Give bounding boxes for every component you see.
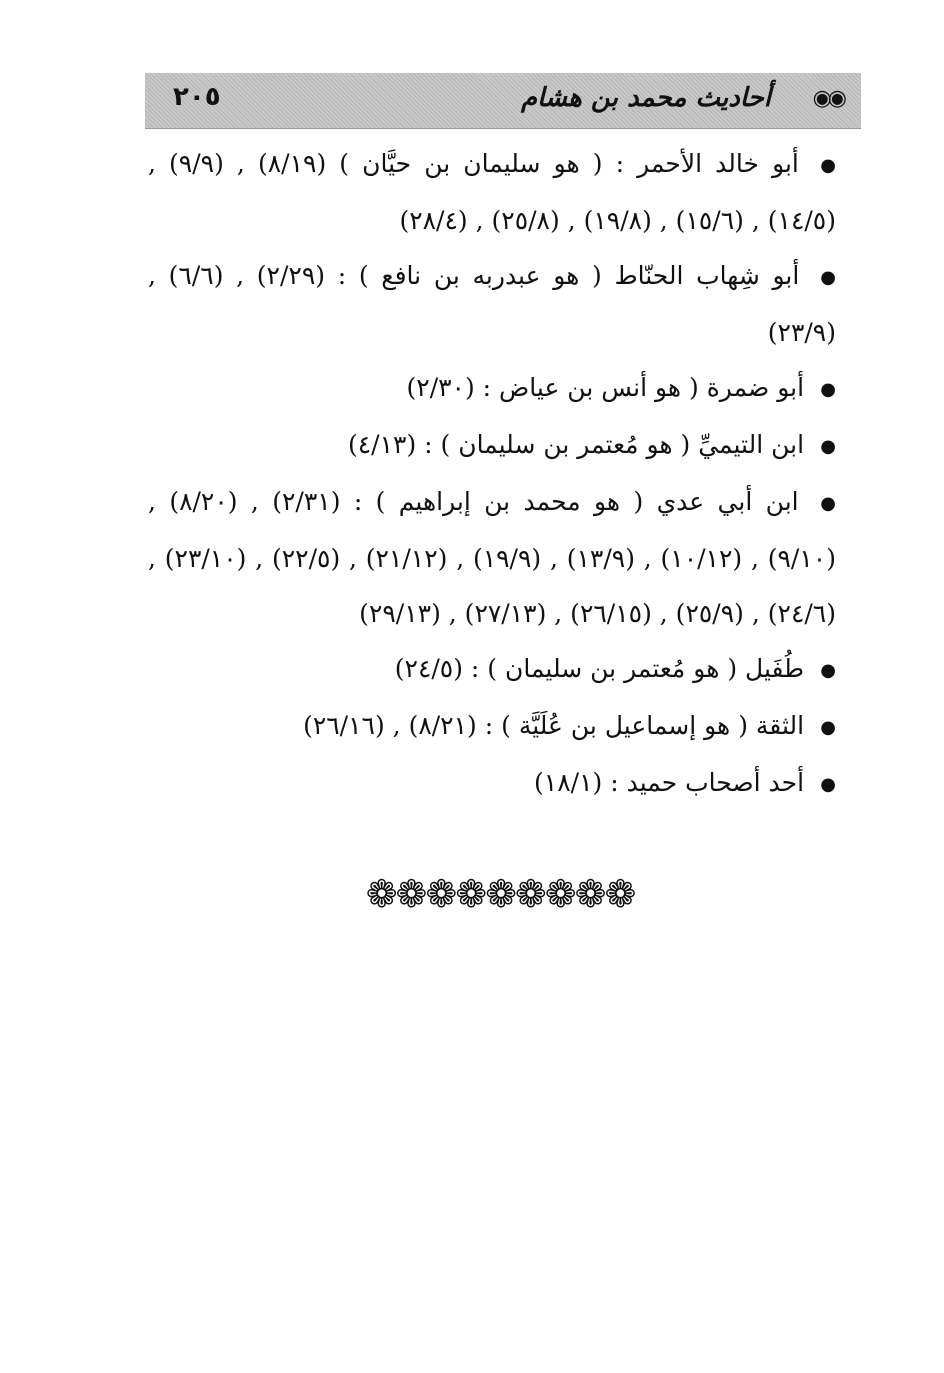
index-entry bbox=[148, 641, 862, 698]
index-entry-text: أحد أصحاب حميد : (١٨/١) bbox=[534, 768, 805, 797]
bullet-icon: ● bbox=[820, 660, 836, 681]
index-entry bbox=[148, 698, 862, 755]
index-entry bbox=[148, 136, 862, 248]
bullet-icon: ● bbox=[820, 379, 836, 400]
index-entry-text: الثقة ( هو إسماعيل بن عُلَيَّة ) : (٨/٢١) , (٢٦/١٦) bbox=[303, 711, 805, 740]
flower-ornament-icon: ❁❁❁❁❁❁❁❁❁ bbox=[365, 872, 635, 916]
running-header-title: أحاديث محمد بن هشام bbox=[520, 83, 771, 113]
bullet-icon: ● bbox=[820, 493, 836, 514]
index-entry-text: أبو شِهاب الحنّاط ( هو عبدربه بن نافع ) : (٢/٢٩) , (٦/٦) , (٢٣/٩) bbox=[148, 261, 836, 347]
index-entry-text: ابن أبي عدي ( هو محمد بن إبراهيم ) : (٢/٣١) , (٨/٢٠) , (٩/١٠) , (١٠/١٢) , (١٣/٩) , (١٩/٩) , (٢١/١٢) , (٢٢/٥) , (٢٣/١٠) , (٢٤/٦) , (٢٥/٩) , (٢٦/١٥) , (٢٧/١٣) , (٢٩/١٣) bbox=[148, 487, 836, 628]
index-entry-text: طُفَيل ( هو مُعتمر بن سليمان ) : (٢٤/٥) bbox=[394, 654, 805, 683]
bullet-icon: ● bbox=[820, 436, 836, 457]
index-entry bbox=[148, 474, 862, 641]
index-list bbox=[148, 136, 862, 812]
bullet-icon: ● bbox=[820, 267, 836, 288]
index-entry-text: أبو خالد الأحمر : ( هو سليمان بن حيَّان ) (٨/١٩) , (٩/٩) , (١٤/٥) , (١٥/٦) , (١٩/٨) , (٢٥/٨) , (٢٨/٤) bbox=[148, 149, 836, 235]
index-entry bbox=[148, 248, 862, 360]
index-entry-text: أبو ضمرة ( هو أنس بن عياض : (٢/٣٠) bbox=[406, 373, 805, 402]
bullet-icon: ● bbox=[820, 717, 836, 738]
index-entry-text: ابن التيميِّ ( هو مُعتمر بن سليمان ) : (٤/١٣) bbox=[347, 430, 805, 459]
header-ornament-icon: ◉◉ bbox=[812, 86, 843, 111]
bullet-icon: ● bbox=[820, 155, 836, 176]
index-entry bbox=[148, 360, 862, 417]
index-entry bbox=[148, 417, 862, 474]
page-number: ٢٠٥ bbox=[173, 82, 221, 112]
index-entry bbox=[148, 755, 862, 812]
bullet-icon: ● bbox=[820, 774, 836, 795]
running-header bbox=[145, 73, 861, 129]
